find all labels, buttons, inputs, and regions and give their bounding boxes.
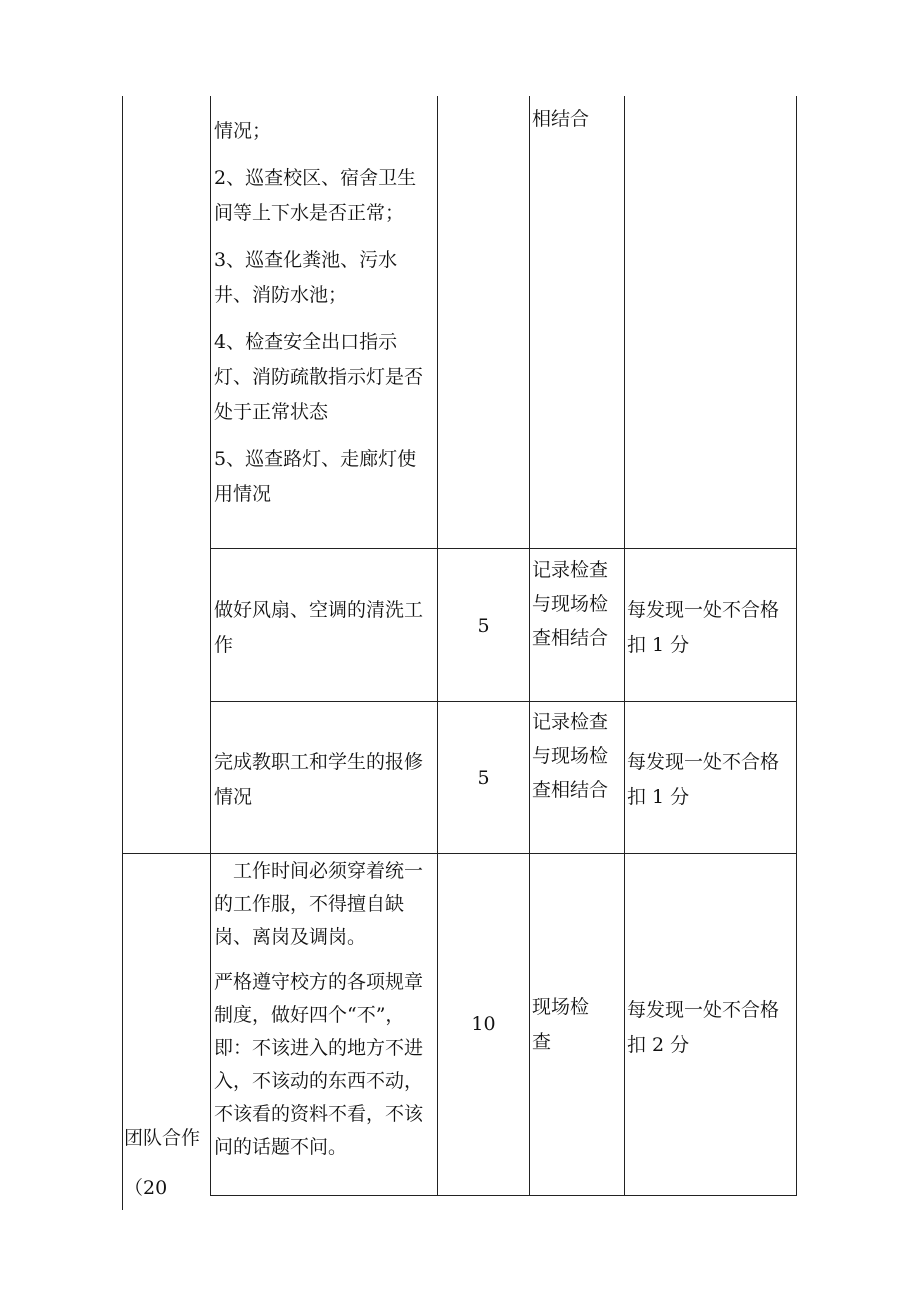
border-row-3 <box>122 853 797 854</box>
row-3-item-1: 工作时间必须穿着统一的工作服，不得擅自缺岗、离岗及调岗。 <box>214 860 424 948</box>
border-col-0 <box>122 96 123 1210</box>
row-0-item-4: 4、检查安全出口指示灯、消防疏散指示灯是否处于正常状态 <box>214 331 424 423</box>
row-2-score: 5 <box>477 767 490 789</box>
row-3-content <box>214 855 435 1164</box>
row-0-item-5: 5、巡查路灯、走廊灯使用情况 <box>214 448 417 505</box>
row-1-method: 记录检查与现场检查相结合 <box>532 559 609 649</box>
border-row-4 <box>210 1195 797 1196</box>
border-col-3 <box>529 96 530 1196</box>
row-3-deduction: 每发现一处不合格扣 2 分 <box>627 999 780 1056</box>
border-col-1 <box>210 96 211 1196</box>
border-row-2 <box>210 701 797 702</box>
row-0-content <box>214 114 435 512</box>
row-1-score: 5 <box>477 615 490 637</box>
row-1-content: 做好风扇、空调的清洗工作 <box>214 599 424 656</box>
row-0-item-1: 情况； <box>214 120 272 142</box>
border-col-5 <box>796 96 797 1196</box>
row-3-method: 现场检查 <box>532 996 590 1053</box>
row-2-content: 完成教职工和学生的报修情况 <box>214 751 424 808</box>
row-3-category: 团队合作（20 <box>124 1127 201 1199</box>
row-3-score: 10 <box>471 1013 496 1035</box>
row-2-deduction: 每发现一处不合格扣 1 分 <box>627 751 780 808</box>
row-0-item-3: 3、巡查化粪池、污水井、消防水池； <box>214 249 398 306</box>
row-0-method: 相结合 <box>532 108 590 130</box>
row-3-item-2: 严格遵守校方的各项规章制度，做好四个“不”，即：不该进入的地方不进入，不该动的东西不动，不该看的资料不看，不该问的话题不问。 <box>214 971 424 1158</box>
row-1-deduction: 每发现一处不合格扣 1 分 <box>627 599 780 656</box>
border-row-1 <box>210 548 797 549</box>
row-0-item-2: 2、巡查校区、宿舍卫生间等上下水是否正常； <box>214 167 417 224</box>
border-col-4 <box>624 96 625 1196</box>
row-2-method: 记录检查与现场检查相结合 <box>532 711 609 801</box>
